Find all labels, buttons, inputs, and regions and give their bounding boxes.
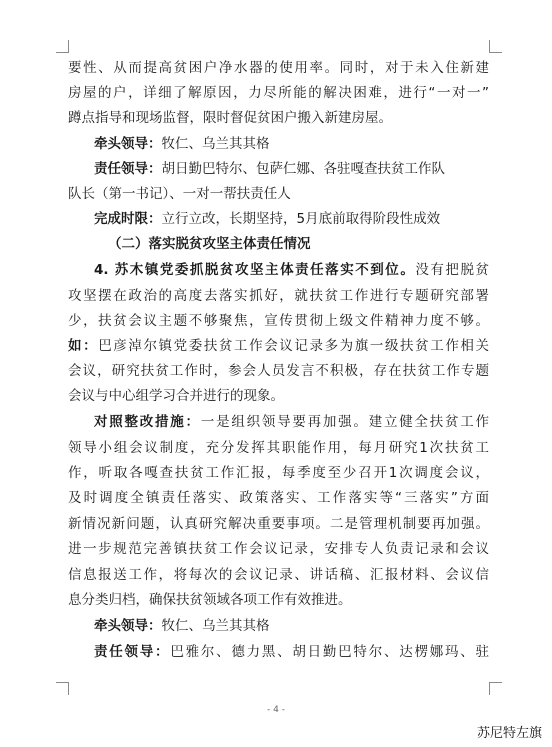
body-line: 会议与中心组学习合并进行的现象。 [68, 388, 284, 404]
field-value: 胡日勤巴特尔、包萨仁娜、各驻嘎查扶贫工作队 [161, 161, 445, 177]
item-text: 没有把脱贫 [415, 262, 489, 278]
body-line: 房屋的户，详细了解原因，力尽所能的解决困难，进行“一对一” [68, 85, 489, 101]
item-heading-line [68, 259, 489, 281]
responsible-leader-line [68, 641, 489, 663]
field-label: 牵头领导： [94, 618, 162, 634]
crop-mark-top-left [56, 40, 69, 53]
body-line: 少，扶贫会议主题不够聚焦，宣传贯彻上级文件精神力度不够。 [68, 313, 489, 329]
body-line: 队长（第一书记）、一对一帮扶责任人 [68, 186, 291, 202]
body-line: 信息报送工作，将每次的会议记录、讲话稿、汇报材料、会议信 [68, 567, 489, 583]
measures-line [68, 411, 489, 433]
measures-label: 对照整改措施： [94, 414, 201, 430]
brand-watermark: 苏尼特左旗 [476, 726, 542, 741]
body-line: 息分类归档，确保扶贫领域各项工作有效推进。 [68, 592, 352, 608]
field-value: 牧仁、乌兰其其格 [161, 136, 270, 152]
crop-mark-bottom-right [489, 682, 502, 695]
field-label: 牵头领导： [94, 136, 162, 152]
example-label: 如： [68, 338, 99, 354]
example-line [68, 335, 489, 357]
measures-text: 一是组织领导要再加强。建立健全扶贫工作 [200, 414, 489, 430]
lead-leader-line [68, 133, 489, 155]
body-line: 作，听取各嘎查扶贫工作汇报，每季度至少召开1次调度会议， [68, 465, 489, 481]
section-heading: （二）落实脱贫攻坚主体责任情况 [108, 236, 311, 252]
example-text: 巴彦淖尔镇党委扶贫工作会议记录多为旗一级扶贫工作相关 [98, 338, 489, 354]
field-value: 立行立改，长期坚持，5月底前取得阶段性成效 [161, 211, 441, 227]
body-line: 要性、从而提高贫困户净水器的使用率。同时，对于未入住新建 [68, 60, 489, 76]
body-line: 领导小组会议制度，充分发挥其职能作用，每月研究1次扶贫工 [68, 440, 489, 456]
field-value: 巴雅尔、德力黑、胡日勤巴特尔、达楞娜玛、驻 [170, 644, 489, 660]
crop-mark-bottom-left [56, 682, 69, 695]
field-value: 牧仁、乌兰其其格 [161, 618, 270, 634]
body-line: 攻坚摆在政治的高度去落实抓好，就扶贫工作进行专题研究部署 [68, 288, 489, 304]
lead-leader-line [68, 615, 489, 637]
body-line: 及时调度全镇责任落实、政策落实、工作落实等“三落实”方面 [68, 490, 489, 506]
page-number: - 4 - [267, 705, 285, 715]
responsible-leader-line [68, 158, 489, 180]
crop-mark-top-right [489, 40, 502, 53]
field-label: 责任领导： [94, 161, 162, 177]
body-line: 蹲点指导和现场监督，限时督促贫困户搬入新建房屋。 [68, 110, 392, 126]
deadline-line [68, 208, 489, 230]
body-line: 新情况新问题，认真研究解决重要事项。二是管理机制要再加强。 [68, 516, 489, 532]
field-label: 责任领导： [94, 644, 171, 660]
item-title: 4. 苏木镇党委抓脱贫攻坚主体责任落实不到位。 [94, 262, 416, 278]
body-line: 进一步规范完善镇扶贫工作会议记录，安排专人负责记录和会议 [68, 541, 489, 557]
field-label: 完成时限： [94, 211, 162, 227]
body-line: 会议，研究扶贫工作时，参会人员发言不积极，存在扶贫工作专题 [68, 363, 489, 379]
